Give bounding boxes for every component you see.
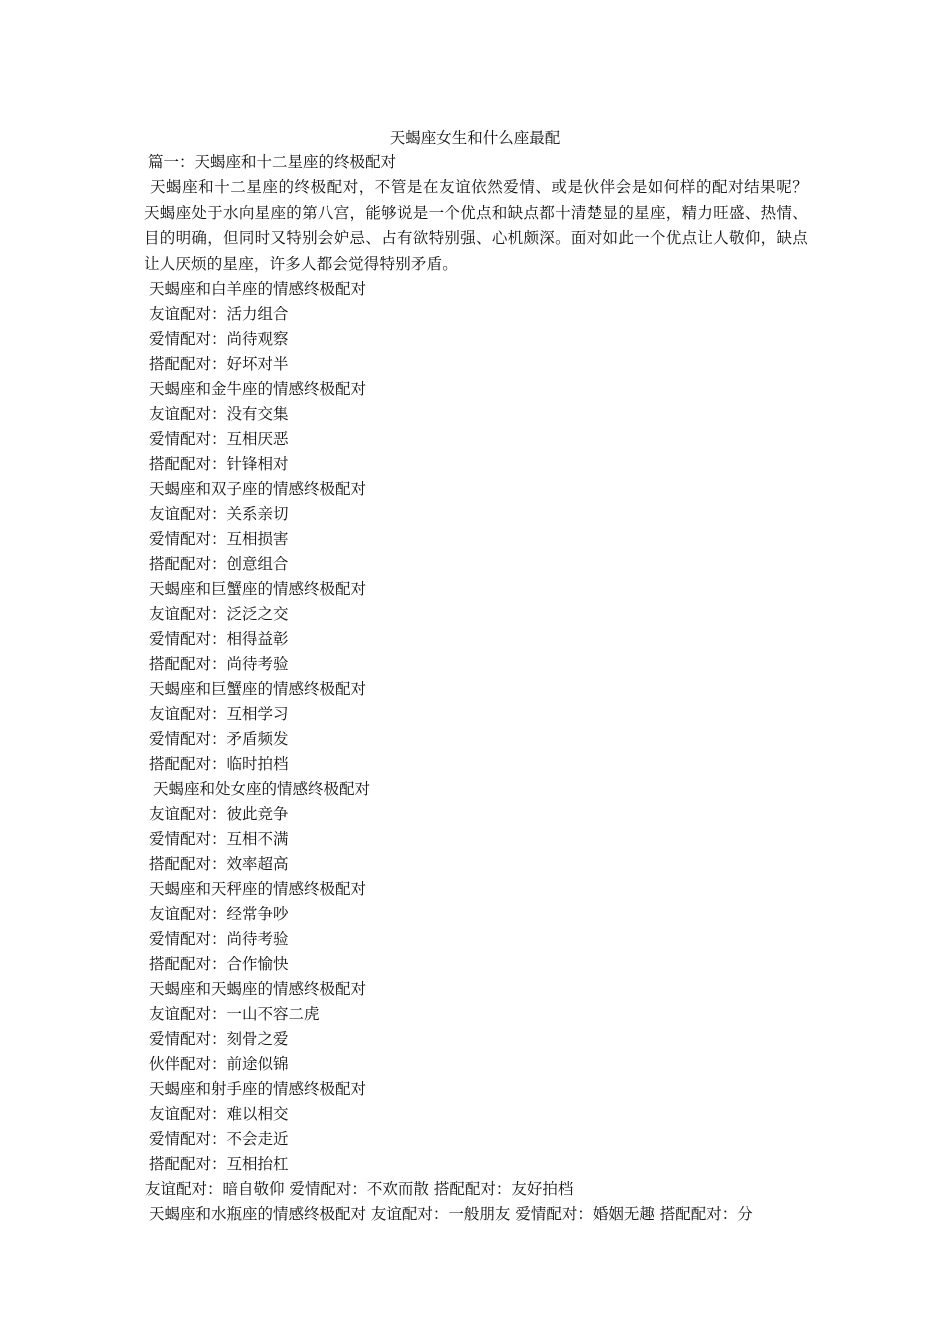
line-16: 搭配配对：尚待考验	[149, 655, 289, 673]
line-32: 伙伴配对：前途似锦	[149, 1055, 289, 1073]
line-14: 友谊配对：泛泛之交	[149, 605, 289, 623]
line-8: 搭配配对：针锋相对	[149, 455, 289, 473]
line-35: 爱情配对：不会走近	[149, 1130, 289, 1148]
line-24: 搭配配对：效率超高	[149, 855, 289, 873]
line-3: 爱情配对：尚待观察	[149, 330, 289, 348]
line-7: 爱情配对：互相厌恶	[149, 430, 289, 448]
line-1: 天蝎座和白羊座的情感终极配对	[149, 280, 367, 298]
line-4: 搭配配对：好坏对半	[149, 355, 289, 373]
section-heading: 篇一：天蝎座和十二星座的终极配对	[148, 153, 397, 171]
line-30: 友谊配对：一山不容二虎	[149, 1005, 320, 1023]
line-22: 友谊配对：彼此竞争	[149, 805, 289, 823]
line-10: 友谊配对：关系亲切	[149, 505, 289, 523]
line-15: 爱情配对：相得益彰	[149, 630, 289, 648]
line-18: 友谊配对：互相学习	[149, 705, 289, 723]
line-31: 爱情配对：刻骨之爱	[149, 1030, 289, 1048]
document-body	[144, 149, 808, 1227]
line-38: 天蝎座和水瓶座的情感终极配对 友谊配对：一般朋友 爱情配对：婚姻无趣 搭配配对：分	[149, 1205, 753, 1223]
line-6: 友谊配对：没有交集	[149, 405, 289, 423]
line-17: 天蝎座和巨蟹座的情感终极配对	[149, 680, 367, 698]
line-25: 天蝎座和天秤座的情感终极配对	[149, 880, 367, 898]
line-20: 搭配配对：临时拍档	[149, 755, 289, 773]
line-33: 天蝎座和射手座的情感终极配对	[149, 1080, 367, 1098]
line-36: 搭配配对：互相抬杠	[149, 1155, 289, 1173]
line-27: 爱情配对：尚待考验	[149, 930, 289, 948]
line-26: 友谊配对：经常争吵	[149, 905, 289, 923]
line-13: 天蝎座和巨蟹座的情感终极配对	[149, 580, 367, 598]
line-23: 爱情配对：互相不满	[149, 830, 289, 848]
intro-paragraph: 天蝎座和十二星座的终极配对，不管是在友谊依然爱情、或是伙伴会是如何样的配对结果呢？天蝎座处于水向星座的第八宫，能够说是一个优点和缺点都十清楚显的星座，精力旺盛、热情、目的明确，但同时又特别会妒忌、占有欲特别强、心机颇深。面对如此一个优点让人敬仰，缺点让人厌烦的星座，许多人都会觉得特别矛盾。	[144, 178, 808, 273]
line-37: 友谊配对：暗自敬仰 爱情配对：不欢而散 搭配配对：友好拍档	[145, 1180, 574, 1198]
line-9: 天蝎座和双子座的情感终极配对	[149, 480, 367, 498]
line-28: 搭配配对：合作愉快	[149, 955, 289, 973]
line-12: 搭配配对：创意组合	[149, 555, 289, 573]
line-21: 天蝎座和处女座的情感终极配对	[153, 780, 371, 798]
line-29: 天蝎座和天蝎座的情感终极配对	[149, 980, 367, 998]
line-11: 爱情配对：互相损害	[149, 530, 289, 548]
line-5: 天蝎座和金牛座的情感终极配对	[149, 380, 367, 398]
line-2: 友谊配对：活力组合	[149, 305, 289, 323]
line-34: 友谊配对：难以相交	[149, 1105, 289, 1123]
line-19: 爱情配对：矛盾频发	[149, 730, 289, 748]
document-title: 天蝎座女生和什么座最配	[389, 129, 561, 147]
